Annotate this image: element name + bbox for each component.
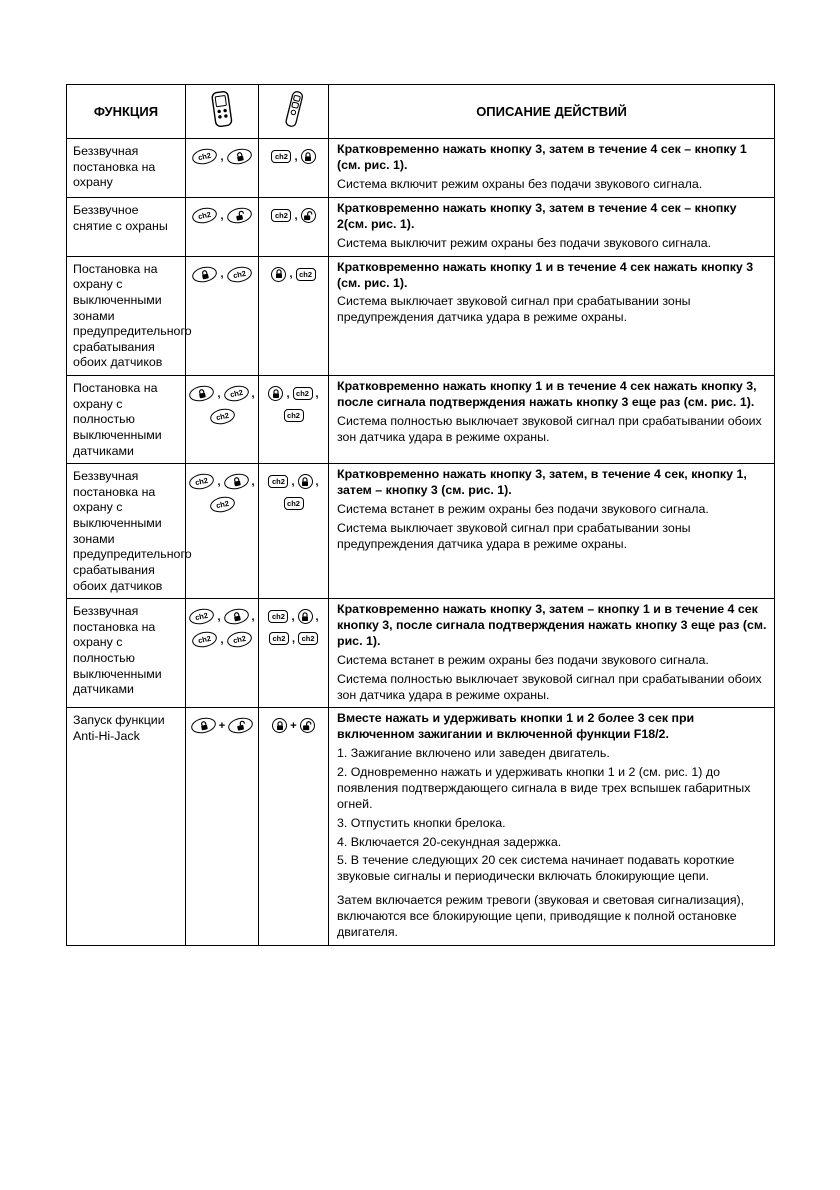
button-sequence	[187, 497, 257, 512]
function-column-header: ФУНКЦИЯ	[67, 85, 186, 139]
description-text: Система полностью выключает звуковой сигнал при срабатывании обоих зон датчика удара в режиме охраны.	[337, 671, 762, 702]
button-sequence	[260, 718, 327, 733]
button-sequence	[260, 497, 327, 510]
ch2-button-icon: ch2	[191, 206, 219, 226]
function-cell: Постановка на охрану с выключенными зонами предупредительного срабатывания обоих датчиков	[67, 256, 186, 375]
comma-separator: ,	[217, 475, 221, 488]
description-text: Система выключает звуковой сигнал при срабатывании зоны предупреждения датчика удара в режиме охраны.	[337, 520, 691, 551]
remote2-buttons-cell	[259, 376, 329, 464]
remote1-buttons-cell	[186, 708, 259, 945]
remote1-buttons-cell	[186, 198, 259, 257]
comma-separator: ,	[217, 387, 221, 400]
remote2-buttons-cell	[259, 708, 329, 945]
comma-separator: ,	[251, 475, 255, 488]
header-row	[67, 85, 775, 139]
ch2-button-icon: ch2	[191, 147, 219, 167]
lock-button-icon	[222, 472, 250, 492]
ch2-button-icon: ch2	[284, 497, 304, 510]
function-cell: Беззвучное снятие с охраны	[67, 198, 186, 257]
description-text: Система выключает звуковой сигнал при срабатывании зоны предупреждения датчика удара в режиме охраны.	[337, 294, 691, 325]
button-sequence	[260, 149, 327, 164]
comma-separator: ,	[220, 268, 224, 281]
description-text: Система включит режим охраны без подачи звукового сигнала.	[337, 176, 703, 191]
ch2-button-icon: ch2	[268, 610, 288, 623]
actions-table	[66, 84, 775, 946]
lock-button-icon	[189, 716, 217, 736]
unlock-button-icon	[301, 208, 316, 223]
description-text: 2. Одновременно нажать и удерживать кнопки 1 и 2 (см. рис. 1) до появления подтверждающего сигнала в виде трех вспышек габаритных огней.	[337, 765, 751, 811]
comma-separator: ,	[294, 209, 298, 222]
ch2-button-icon: ch2	[284, 409, 304, 422]
description-lead: Кратковременно нажать кнопку 3, затем, в течение 4 сек, кнопку 1, затем – кнопку 3 (см. рис. 1).	[337, 467, 747, 497]
comma-separator: ,	[291, 632, 296, 645]
remote2-buttons-cell	[259, 139, 329, 198]
remote1-buttons-cell	[186, 376, 259, 464]
ch2-button-icon: ch2	[271, 150, 291, 163]
function-cell: Запуск функции Anti-Hi-Jack	[67, 708, 186, 945]
lock-button-icon	[222, 607, 250, 627]
description-text: Система выключит режим охраны без подачи звукового сигнала.	[337, 235, 712, 250]
ch2-button-icon: ch2	[268, 475, 288, 488]
comma-separator: ,	[291, 475, 295, 488]
remote2-column-header	[259, 85, 329, 139]
description-lead: Кратковременно нажать кнопку 1 и в течение 4 сек нажать кнопку 3 (см. рис. 1).	[337, 259, 754, 290]
table-row	[67, 708, 775, 945]
plus-separator: +	[218, 719, 226, 732]
ch2-button-icon: ch2	[298, 632, 318, 645]
remote2-buttons-cell	[259, 464, 329, 599]
button-sequence	[187, 208, 257, 223]
function-cell: Постановка на охрану с полностью выключенными датчиками	[67, 376, 186, 464]
button-sequence	[260, 632, 327, 645]
comma-separator: ,	[217, 610, 221, 623]
comma-separator: ,	[315, 387, 319, 400]
comma-separator: ,	[291, 610, 295, 623]
comma-separator: ,	[315, 610, 319, 623]
button-sequence	[260, 609, 327, 624]
unlock-button-icon	[227, 716, 255, 736]
table-row	[67, 376, 775, 464]
comma-separator: ,	[315, 475, 319, 488]
table-row	[67, 198, 775, 257]
comma-separator: ,	[220, 209, 224, 222]
button-sequence	[187, 409, 257, 424]
description-cell	[329, 376, 775, 464]
remote2-buttons-cell	[259, 256, 329, 375]
slim-remote-icon	[280, 89, 308, 131]
description-text: Система полностью выключает звуковой сигнал при срабатывании обоих зон датчика удара в режиме охраны.	[337, 413, 762, 444]
function-cell: Беззвучная постановка на охрану с выключенными зонами предупредительного срабатывания обоих датчиков	[67, 464, 186, 599]
comma-separator: ,	[294, 150, 298, 163]
ch2-button-icon: ch2	[225, 630, 253, 650]
button-sequence	[187, 609, 257, 624]
lock-button-icon	[188, 384, 216, 404]
ch2-button-icon: ch2	[296, 268, 316, 281]
remote1-buttons-cell	[186, 464, 259, 599]
description-cell	[329, 464, 775, 599]
comma-separator: ,	[251, 387, 255, 400]
lock-button-icon	[301, 149, 316, 164]
button-sequence	[260, 267, 327, 282]
description-lead: Кратковременно нажать кнопку 1 и в течение 4 сек нажать кнопку 3, после сигнала подтверждения нажать кнопку 3 еще раз (см. рис. 1).	[337, 379, 757, 409]
table-row	[67, 256, 775, 375]
remote1-buttons-cell	[186, 139, 259, 198]
description-text: Затем включается режим тревоги (звуковая и световая сигнализация), включаются все блокирующие цепи, приводящие к полной остановке двигателя.	[337, 893, 745, 939]
lock-button-icon	[298, 474, 313, 489]
description-lead: Кратковременно нажать кнопку 3, затем в течение 4 сек – кнопку 1 (см. рис. 1).	[337, 142, 747, 172]
function-cell: Беззвучная постановка на охрану	[67, 139, 186, 198]
remote2-buttons-cell	[259, 599, 329, 708]
description-text: 5. В течение следующих 20 сек система начинает подавать короткие звуковые сигналы и периодически включать блокирующие цепи.	[337, 853, 735, 884]
lock-button-icon	[271, 267, 286, 282]
description-cell	[329, 708, 775, 945]
button-sequence	[187, 386, 257, 401]
unlock-button-icon	[300, 718, 315, 733]
ch2-button-icon: ch2	[225, 264, 253, 284]
remote1-column-header	[186, 85, 259, 139]
lock-button-icon	[272, 718, 287, 733]
plus-separator: +	[290, 719, 297, 732]
ch2-button-icon: ch2	[271, 209, 291, 222]
unlock-button-icon	[225, 206, 253, 226]
remote-with-display-icon	[208, 89, 236, 131]
table-row	[67, 139, 775, 198]
ch2-button-icon: ch2	[188, 472, 216, 492]
description-column-header: ОПИСАНИЕ ДЕЙСТВИЙ	[329, 85, 775, 139]
comma-separator: ,	[289, 268, 293, 281]
description-lead: Кратковременно нажать кнопку 3, затем в течение 4 сек – кнопку 2(см. рис. 1).	[337, 201, 737, 231]
description-cell	[329, 139, 775, 198]
ch2-button-icon: ch2	[293, 387, 313, 400]
button-sequence	[260, 386, 327, 401]
button-sequence	[187, 149, 257, 164]
remote1-buttons-cell	[186, 599, 259, 708]
lock-button-icon	[225, 147, 253, 167]
description-cell	[329, 198, 775, 257]
button-sequence	[187, 267, 257, 282]
button-sequence	[260, 409, 327, 422]
description-text: 4. Включается 20-секундная задержка.	[337, 834, 562, 849]
lock-button-icon	[268, 386, 283, 401]
comma-separator: ,	[220, 150, 224, 163]
ch2-button-icon: ch2	[269, 632, 289, 645]
ch2-button-icon: ch2	[191, 630, 219, 650]
lock-button-icon	[298, 609, 313, 624]
button-sequence	[187, 474, 257, 489]
description-cell	[329, 599, 775, 708]
remote1-buttons-cell	[186, 256, 259, 375]
ch2-button-icon: ch2	[208, 495, 236, 515]
description-text: Система встанет в режим охраны без подачи звукового сигнала.	[337, 652, 709, 667]
table-row	[67, 599, 775, 708]
comma-separator: ,	[220, 633, 224, 646]
description-text: Система встанет в режим охраны без подачи звукового сигнала.	[337, 501, 709, 516]
description-lead: Вместе нажать и удерживать кнопки 1 и 2 более 3 сек при включенном зажигании и включенной функции F18/2.	[337, 711, 695, 742]
ch2-button-icon: ch2	[188, 607, 216, 627]
description-text: 3. Отпустить кнопки брелока.	[337, 815, 506, 830]
remote2-buttons-cell	[259, 198, 329, 257]
description-cell	[329, 256, 775, 375]
ch2-button-icon: ch2	[208, 407, 236, 427]
button-sequence	[187, 718, 257, 733]
comma-separator: ,	[251, 610, 255, 623]
description-text: 1. Зажигание включено или заведен двигатель.	[337, 746, 610, 761]
button-sequence	[260, 208, 327, 223]
function-cell: Беззвучная постановка на охрану с полностью выключенными датчиками	[67, 599, 186, 708]
ch2-button-icon: ch2	[222, 384, 250, 404]
comma-separator: ,	[286, 387, 290, 400]
button-sequence	[187, 632, 257, 647]
description-lead: Кратковременно нажать кнопку 3, затем – кнопку 1 и в течение 4 сек кнопку 3, после сигнала подтверждения нажать кнопку 3 еще раз (см. рис. 1).	[337, 602, 767, 648]
table-row	[67, 464, 775, 599]
lock-button-icon	[191, 264, 219, 284]
button-sequence	[260, 474, 327, 489]
